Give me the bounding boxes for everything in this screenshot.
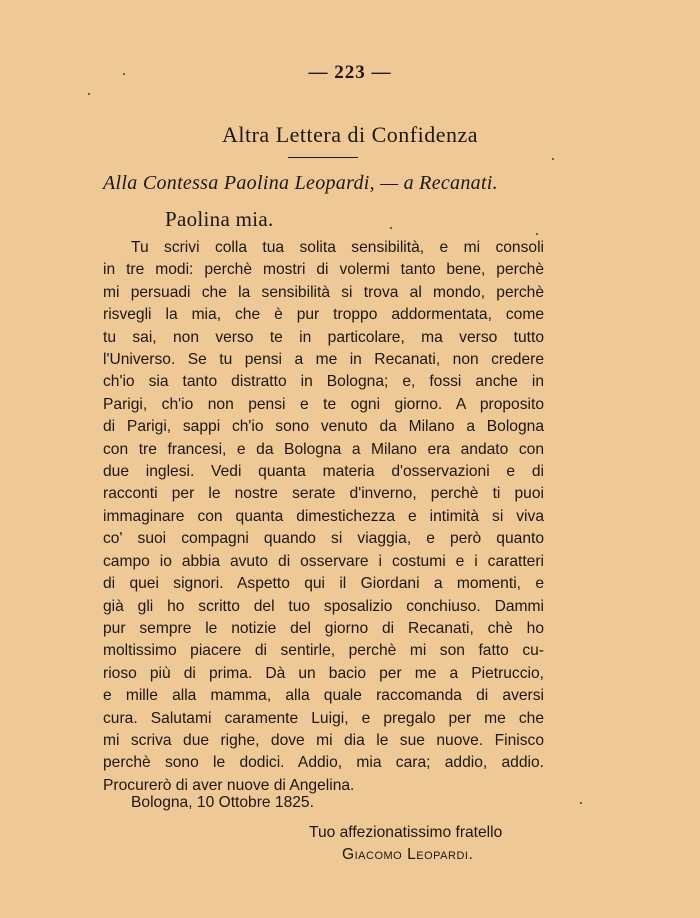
page-number: — 223 —	[308, 62, 392, 83]
body-line: mi scriva due righe, dove mi dia le sue nuove. Finisco	[103, 731, 544, 749]
body-line: due inglesi. Vedi quanta materia d'osservazioni e di	[103, 463, 544, 481]
letter-body	[103, 237, 544, 797]
body-line: pur sempre le notizie del giorno di Recanati, chè ho	[103, 619, 544, 637]
body-line: rioso più di prima. Dà un bacio per me a Pietruccio,	[103, 664, 544, 682]
closing-line: Tuo affezionatissimo fratello	[309, 824, 503, 841]
body-line: Parigi, ch'io non pensi e te ogni giorno. A proposito	[103, 395, 544, 413]
body-line: già gli ho scritto del tuo sposalizio conchiuso. Dammi	[103, 597, 544, 615]
body-line: di Parigi, sappi ch'io sono venuto da Milano a Bologna	[103, 418, 544, 436]
body-line: mi persuadi che la sensibilità si trova al mondo, perchè	[103, 283, 544, 301]
body-line: moltissimo piacere di sentirle, perchè mi son fatto cu-	[103, 642, 544, 660]
body-line: ch'io sia tanto distratto in Bologna; e, fossi anche in	[103, 373, 544, 391]
paper-speck	[536, 233, 538, 235]
signature: Giacomo Leopardi.	[342, 846, 474, 863]
paper-speck	[580, 802, 582, 804]
body-line: in tre modi: perchè mostri di volermi tanto bene, perchè	[103, 261, 544, 279]
paper-speck	[552, 158, 554, 160]
body-line: e mille alla mamma, alla quale raccomanda di aversi	[103, 687, 544, 705]
heading-rule	[288, 157, 358, 158]
addressee-line: Alla Contessa Paolina Leopardi, — a Recanati.	[103, 172, 498, 194]
body-line: risvegli la mia, che è pur troppo addormentata, come	[103, 306, 544, 324]
body-line: l'Universo. Se tu pensi a me in Recanati, non credere	[103, 351, 544, 369]
body-line: Tu scrivi colla tua solita sensibilità, e mi consoli	[131, 239, 544, 256]
body-line: perchè sono le dodici. Addio, mia cara; addio, addio.	[103, 754, 544, 772]
letter-heading: Altra Lettera di Confidenza	[221, 122, 478, 147]
body-line: di quei signori. Aspetto qui il Giordani a momenti, e	[103, 575, 544, 593]
body-line: co' suoi compagni quando si viaggia, e però quanto	[103, 530, 544, 548]
body-line: con tre francesi, e da Bologna a Milano era andato con	[103, 440, 544, 458]
paper-speck	[123, 73, 125, 75]
salutation: Paolina mia.	[165, 207, 274, 231]
paper-speck	[390, 227, 392, 229]
body-line: cura. Salutami caramente Luigi, e pregalo per me che	[103, 709, 544, 727]
place-date: Bologna, 10 Ottobre 1825.	[131, 794, 314, 811]
paper-speck	[88, 93, 90, 95]
body-line: campo io abbia avuto di osservare i costumi e i caratteri	[103, 552, 544, 570]
body-line: immaginare con quanta dimestichezza e intimità si viva	[103, 507, 544, 525]
body-line: racconti per le nostre serate d'inverno, perchè ti puoi	[103, 485, 544, 503]
body-line: tu sai, non verso te in particolare, ma verso tutto	[103, 328, 544, 346]
body-line: Procurerò di aver nuove di Angelina.	[103, 776, 355, 794]
